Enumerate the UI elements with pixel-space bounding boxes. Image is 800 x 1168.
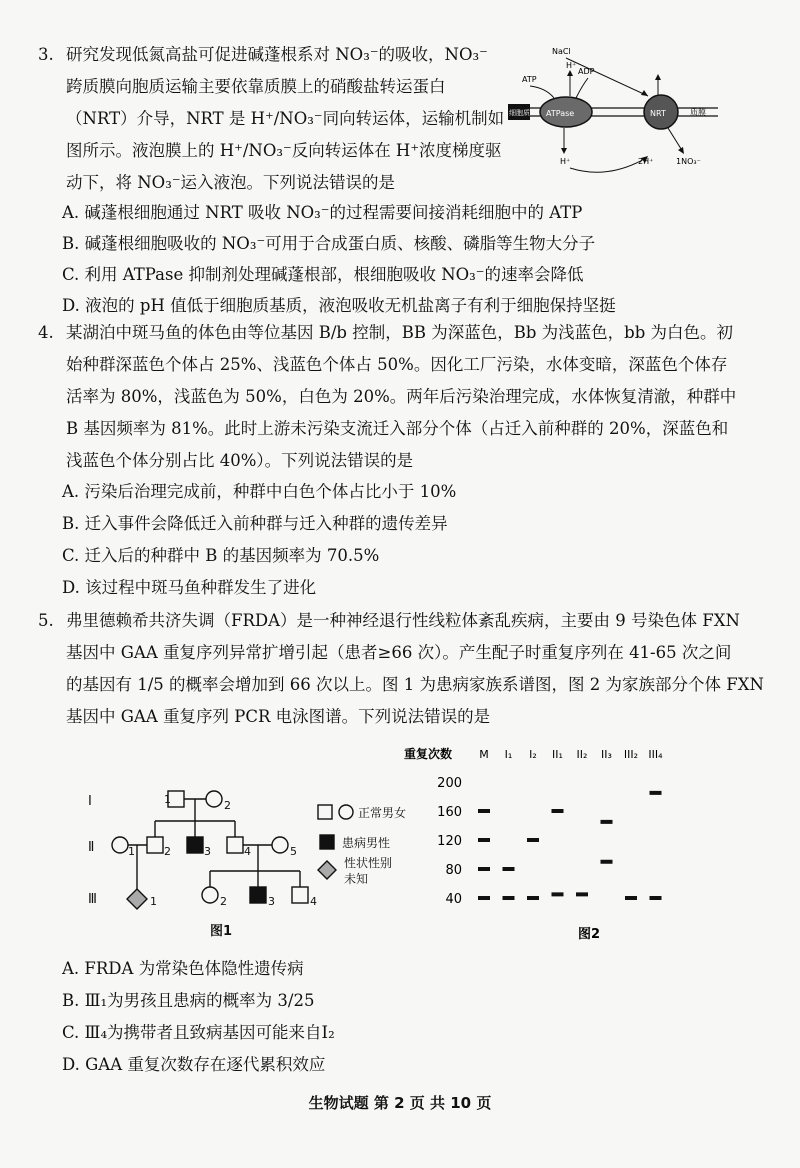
pedigree-female-II1 bbox=[112, 837, 128, 853]
q4-line: 活率为 80%，浅蓝色为 50%，白色为 20%。两年后污染治理完成，水体恢复清澈，种群中 bbox=[66, 387, 737, 406]
gel-band bbox=[478, 809, 490, 813]
atp-arrow bbox=[530, 86, 554, 98]
gel-chart bbox=[400, 740, 700, 945]
q3-option-b: B. 碱蓬根细胞吸收的 NO₃⁻可用于合成蛋白质、核酸、磷脂等生物大分子 bbox=[62, 234, 596, 253]
q3-option-d: D. 液泡的 pH 值低于细胞质基质，液泡吸收无机盐离子有利于细胞保持坚挺 bbox=[62, 296, 616, 315]
pedigree-number: 1 bbox=[164, 793, 171, 806]
transport-diagram bbox=[508, 44, 718, 176]
gel-band bbox=[503, 867, 515, 871]
q3-option-c: C. 利用 ATPase 抑制剂处理碱蓬根部，根细胞吸收 NO₃⁻的速率会降低 bbox=[62, 265, 584, 284]
pedigree-male-II2 bbox=[147, 837, 163, 853]
legend-unknown-label: 性状性别 bbox=[344, 856, 393, 870]
gel-band bbox=[478, 867, 490, 871]
q4-line: B 基因频率为 81%。此时上游未污染支流迁入部分个体（占迁入前种群的 20%，深蓝色和 bbox=[66, 419, 729, 438]
q5-option-c: C. Ⅲ₄为携带者且致病基因可能来自Ⅰ₂ bbox=[62, 1023, 335, 1042]
q4-number: 4. bbox=[38, 323, 54, 342]
gel-lane-label: II₂ bbox=[576, 748, 588, 761]
gel-band bbox=[576, 892, 588, 896]
gel-tick-label: 120 bbox=[437, 834, 462, 849]
gel-band bbox=[527, 896, 539, 900]
page-footer: 生物试题 第 2 页 共 10 页 bbox=[308, 1094, 492, 1112]
gel-y-title: 重复次数 bbox=[404, 747, 453, 761]
pedigree-figure bbox=[80, 775, 420, 945]
gel-band bbox=[650, 896, 662, 900]
q5-line: 基因中 GAA 重复序列 PCR 电泳图谱。下列说法错误的是 bbox=[66, 707, 491, 726]
left-label: 细胞质 bbox=[509, 109, 530, 117]
figure2-caption: 图2 bbox=[578, 927, 601, 942]
q5-option-b: B. Ⅲ₁为男孩且患病的概率为 3/25 bbox=[62, 991, 315, 1010]
pedigree-affected-II3 bbox=[187, 837, 203, 853]
pedigree-unknown-III1 bbox=[127, 889, 147, 909]
gel-tick-label: 80 bbox=[445, 863, 462, 878]
adp-arrow bbox=[576, 78, 588, 98]
gel-tick-label: 40 bbox=[445, 892, 462, 907]
generation-label: Ⅱ bbox=[88, 840, 95, 855]
gel-band bbox=[478, 896, 490, 900]
legend-male-symbol bbox=[318, 805, 332, 819]
right-label: 质膜 bbox=[690, 108, 706, 117]
gel-band bbox=[552, 892, 564, 896]
q4-option-d: D. 该过程中斑马鱼种群发生了进化 bbox=[62, 578, 317, 597]
q3-line: （NRT）介导，NRT 是 H⁺/NO₃⁻同向转运体，运输机制如 bbox=[66, 109, 505, 128]
gel-lane-label: II₁ bbox=[552, 748, 563, 761]
legend-female-symbol bbox=[339, 805, 353, 819]
pedigree-number: 1 bbox=[128, 845, 135, 858]
pedigree-number: 1 bbox=[150, 895, 157, 908]
q5-line: 基因中 GAA 重复序列异常扩增引起（患者≥66 次）。产生配子时重复序列在 41-65 次之间 bbox=[66, 643, 732, 662]
gel-band bbox=[552, 809, 564, 813]
pedigree-number: 2 bbox=[224, 799, 231, 812]
gel-lane-label: III₂ bbox=[623, 748, 639, 761]
q5-option-a: A. FRDA 为常染色体隐性遗传病 bbox=[62, 959, 304, 978]
one-no3-label: 1NO₃⁻ bbox=[676, 157, 701, 166]
pedigree-number: 4 bbox=[310, 895, 317, 908]
q3-line: 图所示。液泡膜上的 H⁺/NO₃⁻反向转运体在 H⁺浓度梯度驱 bbox=[66, 141, 502, 160]
gel-band bbox=[650, 791, 662, 795]
nrt-label: NRT bbox=[650, 109, 666, 118]
q4-option-a: A. 污染后治理完成前，种群中白色个体占比小于 10% bbox=[62, 482, 457, 501]
gel-lane-label: I₂ bbox=[529, 748, 537, 761]
pedigree-number: 4 bbox=[244, 845, 251, 858]
q3-line: 动下，将 NO₃⁻运入液泡。下列说法错误的是 bbox=[66, 173, 396, 192]
gel-lane-label: III₄ bbox=[648, 748, 663, 761]
two-h-label: 2H⁺ bbox=[638, 157, 654, 166]
nacl-label: NaCl bbox=[552, 47, 571, 56]
gel-tick-label: 160 bbox=[437, 805, 462, 820]
pedigree-male-II4 bbox=[227, 837, 243, 853]
q5-line: 的基因有 1/5 的概率会增加到 66 次以上。图 1 为患病家族系谱图，图 2 为家族部分个体 FXN bbox=[66, 675, 764, 694]
pedigree-female-III2 bbox=[202, 887, 218, 903]
gel-lane-label: M bbox=[479, 748, 489, 761]
figure1-caption: 图1 bbox=[210, 924, 233, 939]
pedigree-number: 3 bbox=[204, 845, 211, 858]
pedigree-male-III4 bbox=[292, 887, 308, 903]
q4-option-c: C. 迁入后的种群中 B 的基因频率为 70.5% bbox=[62, 546, 380, 565]
gel-lane-label: I₁ bbox=[504, 748, 513, 761]
q3-number: 3. bbox=[38, 45, 54, 64]
q5-line: 弗里德赖希共济失调（FRDA）是一种神经退行性线粒体紊乱疾病，主要由 9 号染色体 FXN bbox=[66, 611, 740, 630]
pedigree-number: 3 bbox=[268, 895, 275, 908]
gel-band bbox=[601, 860, 613, 864]
legend-unknown-symbol bbox=[318, 861, 336, 879]
atp-label: ATP bbox=[522, 75, 537, 84]
generation-label: Ⅲ bbox=[88, 892, 97, 907]
pedigree-female-I2 bbox=[206, 791, 222, 807]
pedigree-affected-III3 bbox=[250, 887, 266, 903]
generation-label: Ⅰ bbox=[88, 794, 92, 809]
q4-line: 某湖泊中斑马鱼的体色由等位基因 B/b 控制，BB 为深蓝色，Bb 为浅蓝色，bb 为白色。初 bbox=[66, 323, 734, 342]
q4-option-b: B. 迁入事件会降低迁入前种群与迁入种群的遗传差异 bbox=[62, 514, 448, 533]
gel-tick-label: 200 bbox=[437, 776, 462, 791]
pedigree-female-II5 bbox=[272, 837, 288, 853]
q5-number: 5. bbox=[38, 611, 54, 630]
pedigree-number: 5 bbox=[290, 845, 297, 858]
gel-band bbox=[527, 838, 539, 842]
legend-normal-label: 正常男女 bbox=[358, 806, 407, 820]
nacl-arrow bbox=[566, 58, 648, 96]
legend-affected-symbol bbox=[320, 835, 334, 849]
pedigree-number: 2 bbox=[220, 895, 227, 908]
q3-line: 跨质膜向胞质运输主要依靠质膜上的硝酸盐转运蛋白 bbox=[66, 77, 446, 96]
q4-line: 浅蓝色个体分别占比 40%）。下列说法错误的是 bbox=[66, 451, 414, 470]
q3-option-a: A. 碱蓬根细胞通过 NRT 吸收 NO₃⁻的过程需要间接消耗细胞中的 ATP bbox=[62, 203, 583, 222]
h-top-label: H⁺ bbox=[566, 61, 577, 70]
adp-label: ADP bbox=[578, 67, 595, 76]
q4-line: 始种群深蓝色个体占 25%、浅蓝色个体占 50%。因化工厂污染，水体变暗，深蓝色个体存 bbox=[66, 355, 728, 374]
h-return-arrow bbox=[570, 158, 646, 172]
gel-band bbox=[625, 896, 637, 900]
q3-line: 研究发现低氮高盐可促进碱蓬根系对 NO₃⁻的吸收，NO₃⁻ bbox=[66, 45, 488, 64]
pedigree-number: 2 bbox=[164, 845, 171, 858]
h-bottom-label: H⁺ bbox=[560, 157, 571, 166]
q5-option-d: D. GAA 重复次数存在逐代累积效应 bbox=[62, 1055, 326, 1074]
legend-affected-label: 患病男性 bbox=[342, 836, 391, 850]
gel-band bbox=[478, 838, 490, 842]
gel-band bbox=[503, 896, 515, 900]
legend-unknown-label: 未知 bbox=[344, 872, 369, 886]
gel-band bbox=[601, 820, 613, 824]
gel-lane-label: II₃ bbox=[601, 748, 612, 761]
atpase-label: ATPase bbox=[546, 109, 575, 118]
